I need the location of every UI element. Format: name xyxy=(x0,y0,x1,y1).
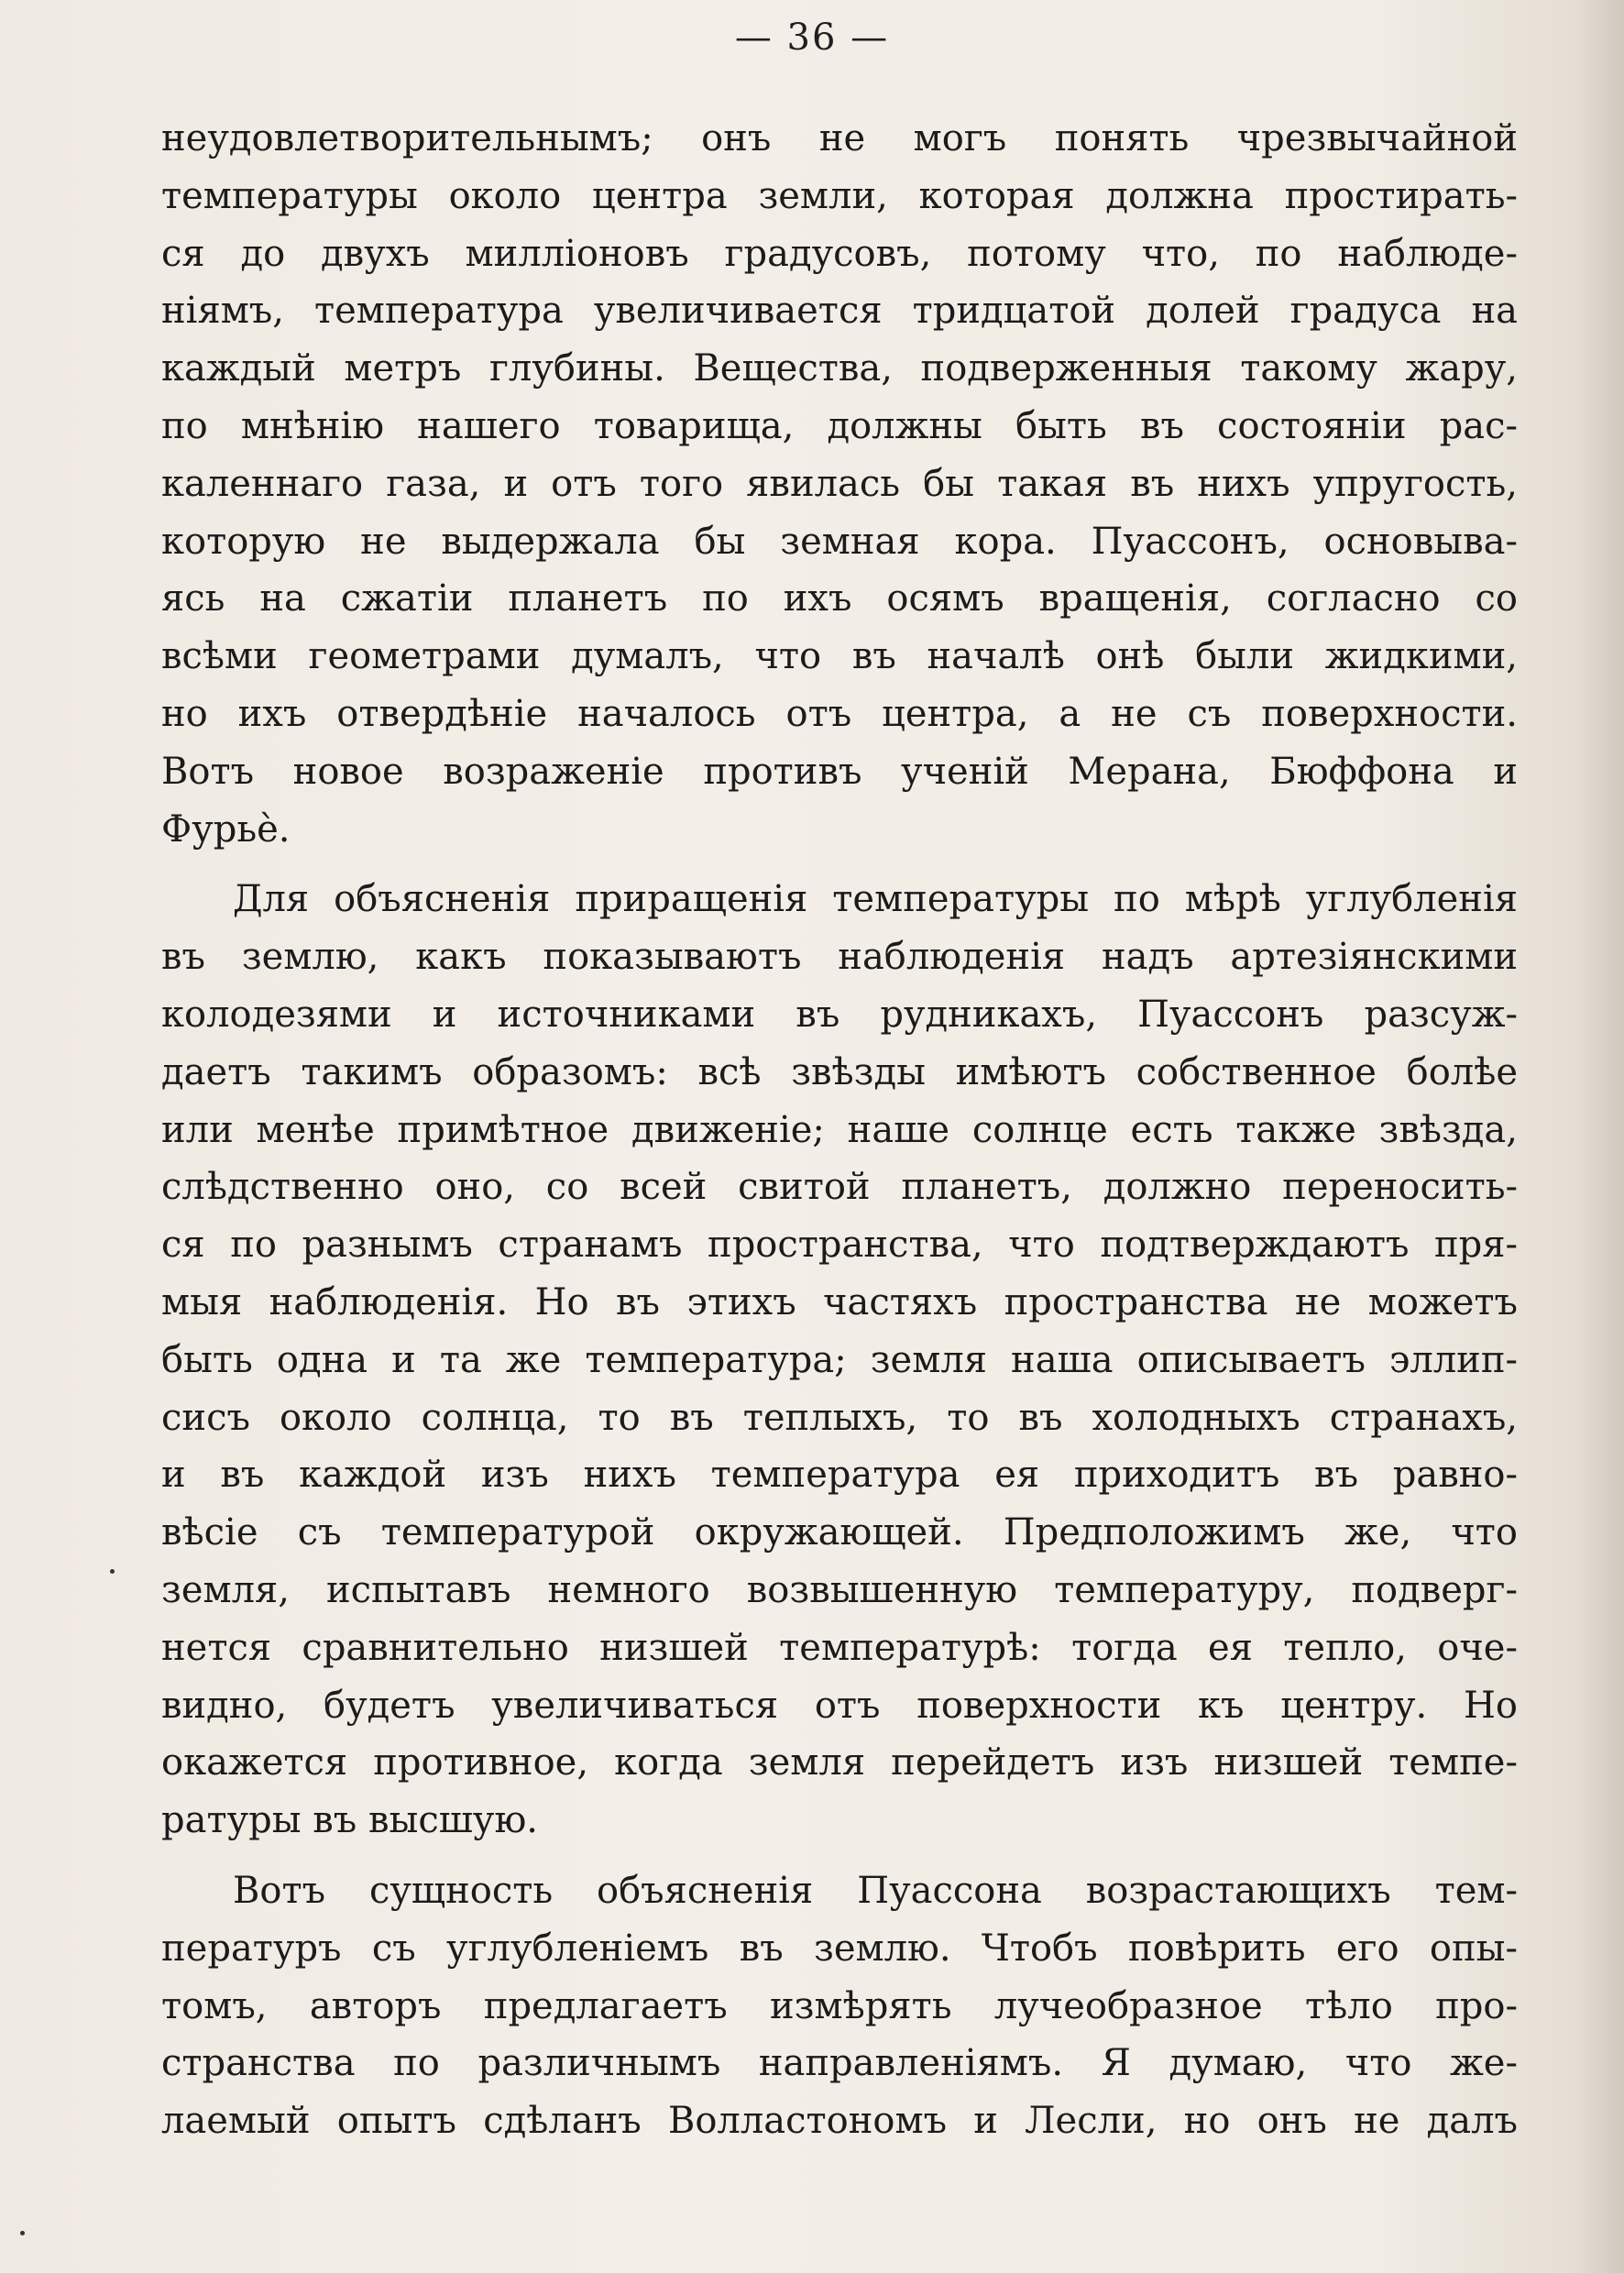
paragraph xyxy=(161,110,1518,858)
text-line: странства по различнымъ направленiямъ. Я думаю, что же- xyxy=(161,2042,1518,2085)
text-line: ратуры въ высшую. xyxy=(161,1799,538,1842)
text-line: ясь на сжатiи планетъ по ихъ осямъ вращенiя, согласно со xyxy=(161,577,1518,620)
paragraph xyxy=(161,1862,1518,2150)
text-line: видно, будетъ увеличиваться отъ поверхности къ центру. Но xyxy=(161,1684,1518,1727)
text-line: пературъ съ углубленiемъ въ землю. Чтобъ повѣрить его опы- xyxy=(161,1927,1518,1970)
text-line: по мнѣнiю нашего товарища, должны быть въ состоянiи рас- xyxy=(161,404,1518,447)
text-line: всѣми геометрами думалъ, что въ началѣ онѣ были жидкими, xyxy=(161,635,1518,678)
text-line: окажется противное, когда земля перейдетъ изъ низшей темпе- xyxy=(161,1741,1518,1784)
text-line: каленнаго газа, и отъ того явилась бы такая въ нихъ упругость, xyxy=(161,462,1518,505)
text-line: колодезями и источниками въ рудникахъ, Пуассонъ разсуж- xyxy=(161,993,1518,1036)
text-line: Для объясненiя приращенiя температуры по мѣрѣ углубленiя xyxy=(233,878,1518,921)
text-line: быть одна и та же температура; земля наша описываетъ эллип- xyxy=(161,1338,1518,1381)
text-line: каждый метръ глубины. Вещества, подверженныя такому жару, xyxy=(161,347,1518,390)
text-line: нется сравнительно низшей температурѣ: тогда ея тепло, оче- xyxy=(161,1626,1518,1669)
text-line: мыя наблюденiя. Но въ этихъ частяхъ пространства не можетъ xyxy=(161,1280,1518,1323)
text-line: земля, испытавъ немного возвышенную температуру, подверг- xyxy=(161,1568,1518,1611)
text-line: томъ, авторъ предлагаетъ измѣрять лучеобразное тѣло про- xyxy=(161,1984,1518,2027)
text-line: или менѣе примѣтное движенiе; наше солнце есть также звѣзда, xyxy=(161,1108,1518,1151)
text-line: Вотъ сущность объясненiя Пуассона возрастающихъ тем- xyxy=(233,1869,1518,1912)
ink-speck xyxy=(20,2231,25,2235)
page-number: — 36 — xyxy=(734,16,890,59)
paragraph-gap xyxy=(161,858,1518,871)
text-line: но ихъ отвердѣнiе началось отъ центра, а не съ поверхности. xyxy=(161,692,1518,735)
text-line: Фурьè. xyxy=(161,807,291,851)
text-line: нiямъ, температура увеличивается тридцатой долей градуса на xyxy=(161,290,1518,333)
text-line: лаемый опытъ сдѣланъ Волластономъ и Лесли, но онъ не далъ xyxy=(161,2100,1518,2143)
text-line: вѣсiе съ температурой окружающей. Предположимъ же, что xyxy=(161,1511,1518,1554)
paragraph-gap xyxy=(161,1850,1518,1862)
text-line: ся до двухъ миллiоновъ градусовъ, потому что, по наблюде- xyxy=(161,232,1518,275)
text-line: даетъ такимъ образомъ: всѣ звѣзды имѣютъ собственное болѣе xyxy=(161,1050,1518,1093)
text-line: которую не выдержала бы земная кора. Пуассонъ, основыва- xyxy=(161,520,1518,563)
body-text xyxy=(161,110,1518,2150)
text-line: слѣдственно оно, со всей свитой планетъ, должно переносить- xyxy=(161,1166,1518,1209)
text-line: сисъ около солнца, то въ теплыхъ, то въ холодныхъ странахъ, xyxy=(161,1396,1518,1439)
text-line: неудовлетворительнымъ; онъ не могъ понять чрезвычайной xyxy=(161,117,1518,159)
ink-speck xyxy=(110,1569,115,1574)
text-line: и въ каждой изъ нихъ температура ея приходитъ въ равно- xyxy=(161,1454,1518,1497)
text-line: ся по разнымъ странамъ пространства, что подтверждаютъ пря- xyxy=(161,1224,1518,1267)
text-line: температуры около центра земли, которая должна простирать- xyxy=(161,174,1518,217)
text-line: въ землю, какъ показываютъ наблюденiя надъ артезiянскими xyxy=(161,936,1518,979)
paragraph xyxy=(161,871,1518,1850)
text-line: Вотъ новое возраженiе противъ ученiй Мерана, Бюффона и xyxy=(161,750,1518,793)
